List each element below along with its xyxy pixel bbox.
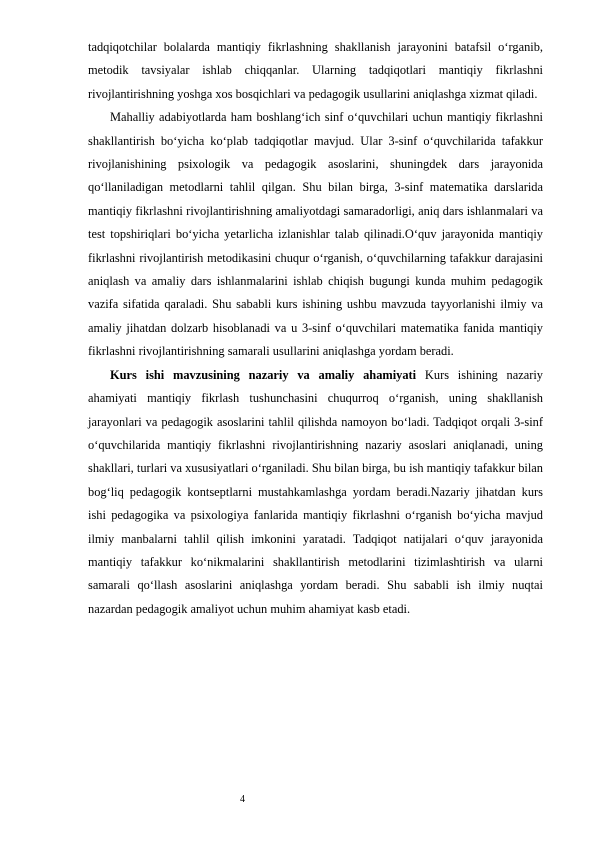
page-number: 4 [240, 794, 245, 805]
document-page [88, 36, 543, 621]
section-heading-inline: Kurs ishi mavzusining nazariy va amaliy ahamiyati [110, 367, 417, 382]
paragraph-continuation: tadqiqotchilar bolalarda mantiqiy fikrlashning shakllanish jarayonini batafsil o‘rganib, metodik tavsiyalar ishlab chiqqanlar. Ularning tadqiqotlari mantiqiy fikrlashni rivojlantirishning yoshga xos bosqichlari va pedagogik usullarini aniqlashga xizmat qiladi. [88, 40, 543, 101]
paragraph-significance-body: Kurs ishining nazariy ahamiyati mantiqiy fikrlash tushunchasini chuqurroq o‘rganish, uning shakllanish jarayonlari va pedagogik asoslarini tahlil qilishda namoyon bo‘ladi. Tadqiqot orqali 3-sinf o‘quvchilarida mantiqiy fikrlashni rivojlantirishning nazariy asoslari aniqlanadi, uning shakllari, turlari va xususiyatlari o‘rganiladi. Shu bilan birga, bu ish mantiqiy tafakkur bilan bog‘liq pedagogik kontseptlarni mustahkamlashga yordam beradi.Nazariy jihatdan kurs ishi pedagogika va psixologiya fanlarida mantiqiy fikrlashni o‘rganish bo‘yicha mavjud ilmiy manbalarni tahlil qilish imkonini yaratadi. Tadqiqot natijalari o‘quv jarayonida mantiqiy tafakkur ko‘nikmalarini shakllantirish metodlarini tizimlashtirish va ularni samarali qo‘llash asoslarini aniqlashga yordam beradi. Shu sababli ish ilmiy nuqtai nazardan pedagogik amaliyot uchun muhim ahamiyat kasb etadi. [88, 367, 543, 616]
paragraph-local-literature: Mahalliy adabiyotlarda ham boshlang‘ich sinf o‘quvchilari uchun mantiqiy fikrlashni shakllantirish bo‘yicha ko‘plab tadqiqotlar mavjud. Ular 3-sinf o‘quvchilarida tafakkur rivojlanishining psixologik va pedagogik asoslarini, shuningdek dars jarayonida qo‘llaniladigan metodlarni tahlil qilgan. Shu bilan birga, 3-sinf matematika darslarida mantiqiy fikrlashni rivojlantirishning amaliyotdagi samaradorligi, aniq dars ishlanmalari va test topshiriqlari bo‘yicha yetarlicha izlanishlar talab qilinadi.O‘quv jarayonida mantiqiy fikrlashni rivojlantirish metodikasini chuqur o‘rganish, o‘quvchilarning tafakkur darajasini aniqlash va amaliy dars ishlanmalarini ishlab chiqish bugungi kunda muhim pedagogik vazifa sifatida qaraladi. Shu sababli kurs ishining ushbu mavzuda tayyorlanishi ilmiy va amaliy jihatdan dolzarb hisoblanadi va u 3-sinf o‘quvchilari matematika fanida mantiqiy fikrlashni rivojlantirishning samarali usullarini aniqlashga yordam beradi. [88, 110, 543, 359]
paragraph-significance [88, 364, 543, 621]
